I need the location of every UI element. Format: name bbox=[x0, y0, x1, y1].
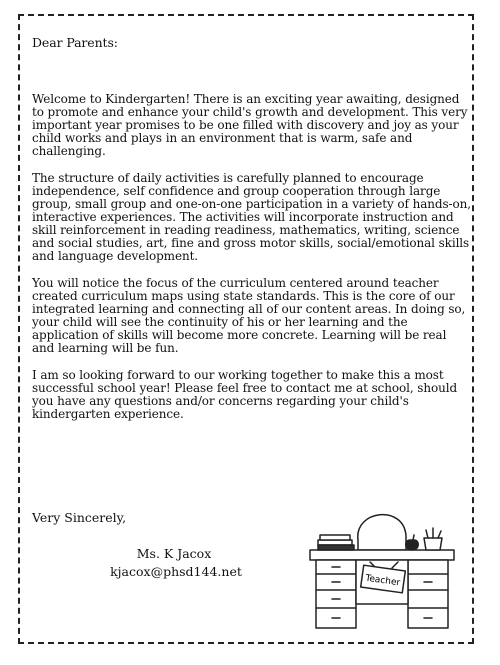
paragraph-welcome: Welcome to Kindergarten! There is an exciting year awaiting, designed to promote and enhance your child's growth and development. This very important year promises to be one filled with discovery and joy as your child works and plays in an environment that is warm, safe and challenging. bbox=[32, 92, 468, 158]
signature-name: Ms. K Jacox bbox=[136, 546, 212, 561]
signature-email: kjacox@phsd144.net bbox=[110, 564, 242, 579]
desk-sign-text: Teacher bbox=[364, 573, 401, 589]
greeting: Dear Parents: bbox=[32, 35, 118, 50]
closing-salutation: Very Sincerely, bbox=[32, 510, 127, 525]
letter-body bbox=[32, 36, 472, 435]
paragraph-structure: The structure of daily activities is carefully planned to encourage independence, self confidence and group cooperation through large group, small group and one-on-one participation in a variety of hands-on, interactive experiences. The activities will incorporate instruction and skill reinforcement in reading readiness, mathematics, writing, science and social studies, art, fine and gross motor skills, social/emotional skills and language development. bbox=[32, 171, 471, 263]
teacher-desk-icon bbox=[306, 500, 458, 632]
paragraph-closing-remarks: I am so looking forward to our working together to make this a most successful school year! Please feel free to contact me at school, should you have any questions and/or concerns regarding your child's kindergarten experience. bbox=[32, 368, 458, 421]
paragraph-curriculum: You will notice the focus of the curriculum centered around teacher created curriculum maps using state standards. This is the core of our integrated learning and connecting all of our content areas. In doing so, your child will see the continuity of his or her learning and the application of skills will become more concrete. Learning will be real and learning will be fun. bbox=[32, 276, 466, 355]
